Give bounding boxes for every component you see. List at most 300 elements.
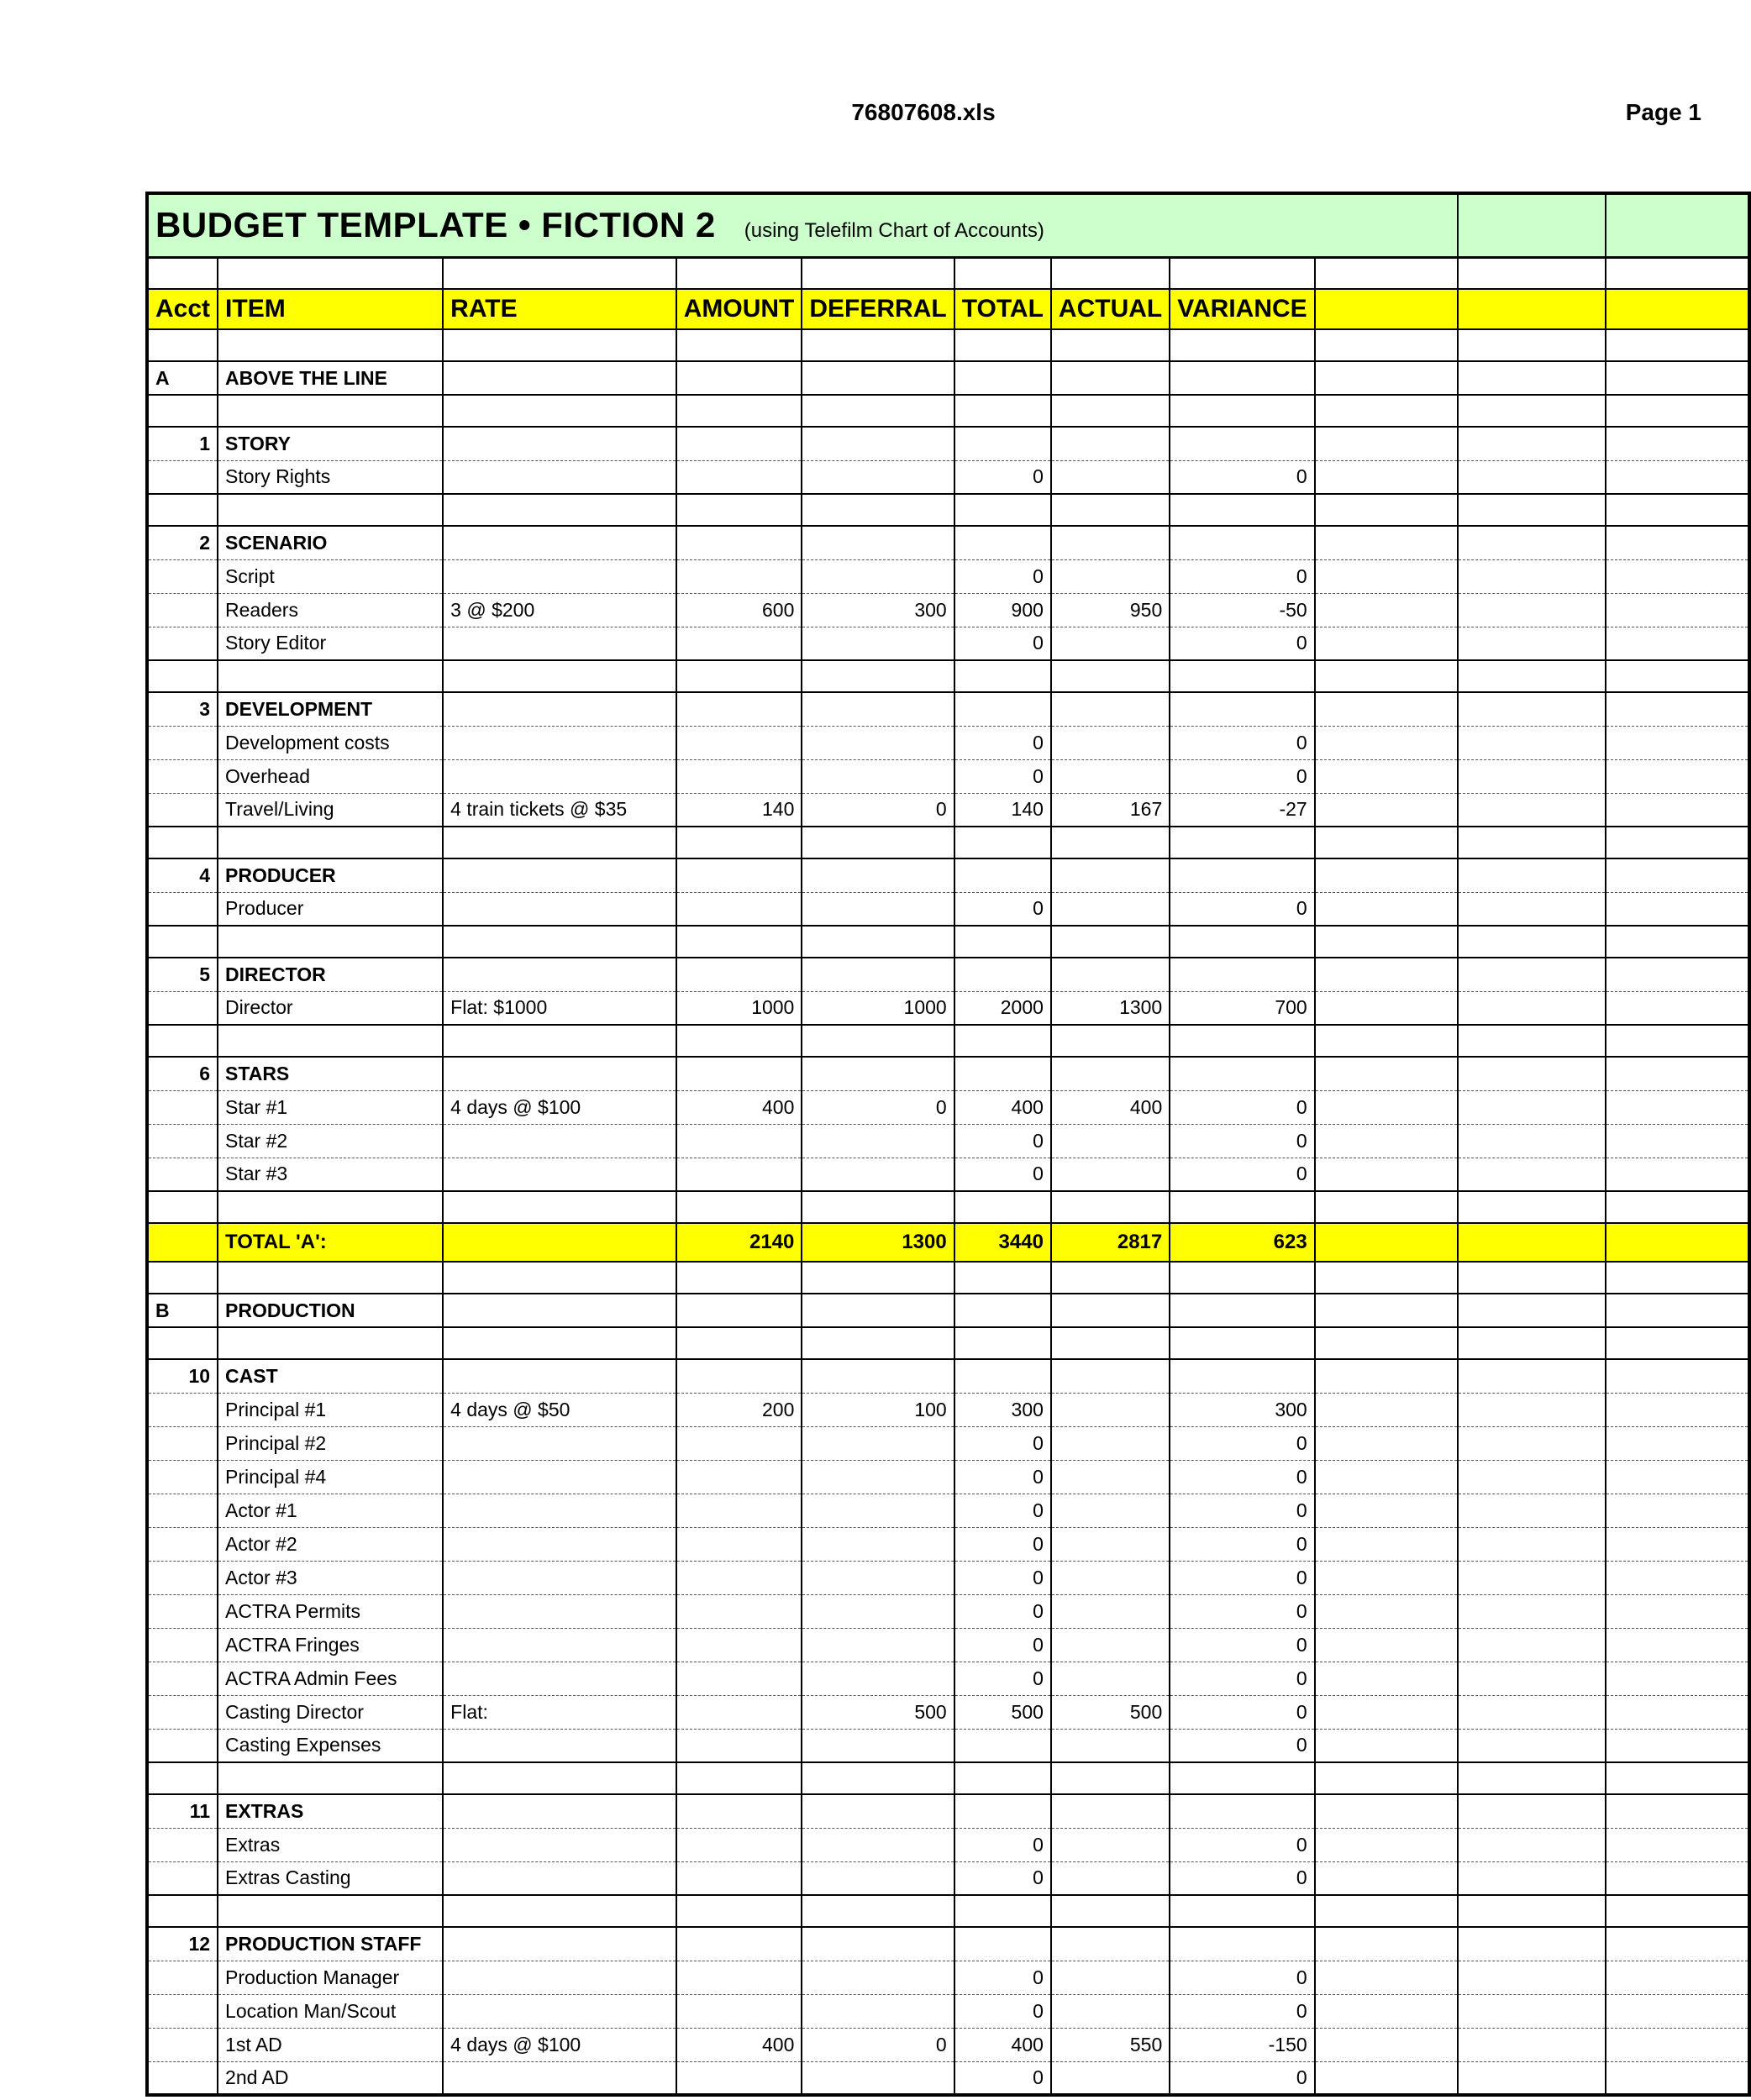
cell-amount: [676, 1359, 802, 1393]
empty-cell: [1051, 395, 1170, 427]
cell-amount: [676, 858, 802, 892]
spacer-row: [147, 660, 1749, 692]
empty-cell: [218, 257, 443, 289]
cell-deferral: [802, 1861, 954, 1895]
cell-item: ABOVE THE LINE: [218, 361, 443, 395]
cell-b1: [1315, 1662, 1459, 1695]
cell-total: 0: [954, 1494, 1051, 1527]
cell-actual: [1051, 427, 1170, 460]
cell-b1: [1315, 1628, 1459, 1662]
cell-deferral: 1000: [802, 991, 954, 1025]
column-header-blank: [1315, 289, 1459, 329]
cell-total: [954, 1294, 1051, 1327]
cell-amount: [676, 526, 802, 559]
empty-cell: [1606, 1895, 1749, 1927]
cell-variance: [1170, 1794, 1314, 1828]
cell-b2: [1458, 1527, 1606, 1561]
cell-acc: [147, 726, 218, 759]
empty-cell: [218, 395, 443, 427]
cell-b2: [1458, 1124, 1606, 1158]
cell-rate: [443, 1994, 676, 2028]
cell-item: STORY: [218, 427, 443, 460]
cell-acc: [147, 1494, 218, 1527]
cell-amount: 140: [676, 793, 802, 827]
cell-deferral: [802, 1057, 954, 1090]
cell-deferral: [802, 726, 954, 759]
cell-item: 1st AD: [218, 2028, 443, 2061]
cell-total: 0: [954, 1828, 1051, 1861]
cell-b3: [1606, 1861, 1749, 1895]
cell-amount: [676, 1294, 802, 1327]
cell-variance: 0: [1170, 759, 1314, 793]
cell-acc: [147, 2028, 218, 2061]
cell-acc: 5: [147, 958, 218, 991]
cell-variance: 700: [1170, 991, 1314, 1025]
empty-cell: [218, 1762, 443, 1794]
cell-deferral: [802, 692, 954, 726]
cell-total: 400: [954, 2028, 1051, 2061]
cell-total: [954, 526, 1051, 559]
cell-item: Star #1: [218, 1090, 443, 1124]
cell-actual: [1051, 958, 1170, 991]
empty-cell: [218, 1025, 443, 1057]
empty-cell: [802, 1025, 954, 1057]
empty-cell: [218, 660, 443, 692]
cell-item: ACTRA Admin Fees: [218, 1662, 443, 1695]
empty-cell: [147, 1191, 218, 1223]
cell-amount: 200: [676, 1393, 802, 1426]
table-row: [147, 1057, 1749, 1090]
cell-b2: [1458, 559, 1606, 593]
cell-b3: [1606, 1090, 1749, 1124]
table-row: [147, 1861, 1749, 1895]
cell-deferral: [802, 526, 954, 559]
cell-actual: 2817: [1051, 1223, 1170, 1262]
cell-rate: Flat:: [443, 1695, 676, 1729]
cell-amount: [676, 627, 802, 660]
empty-cell: [1458, 926, 1606, 958]
filename-label: 76807608.xls: [851, 99, 996, 125]
cell-actual: [1051, 1729, 1170, 1762]
cell-acc: [147, 793, 218, 827]
cell-deferral: [802, 1828, 954, 1861]
table-row: [147, 2061, 1749, 2095]
spacer-row: [147, 1762, 1749, 1794]
cell-variance: 0: [1170, 1961, 1314, 1994]
cell-total: 900: [954, 593, 1051, 627]
cell-b1: [1315, 2061, 1459, 2095]
empty-cell: [443, 1895, 676, 1927]
cell-variance: [1170, 1927, 1314, 1961]
cell-amount: 2140: [676, 1223, 802, 1262]
cell-b2: [1458, 1158, 1606, 1191]
empty-cell: [1458, 1262, 1606, 1294]
empty-cell: [1458, 329, 1606, 361]
cell-rate: [443, 627, 676, 660]
empty-cell: [443, 926, 676, 958]
cell-amount: [676, 2061, 802, 2095]
cell-b2: [1458, 1729, 1606, 1762]
empty-cell: [676, 329, 802, 361]
empty-cell: [1458, 1895, 1606, 1927]
cell-b3: [1606, 958, 1749, 991]
empty-cell: [1315, 1262, 1459, 1294]
empty-cell: [1051, 1327, 1170, 1359]
cell-rate: [443, 858, 676, 892]
table-row: [147, 858, 1749, 892]
cell-variance: 0: [1170, 1662, 1314, 1695]
table-row: [147, 892, 1749, 926]
cell-variance: [1170, 1294, 1314, 1327]
cell-amount: [676, 1561, 802, 1594]
empty-cell: [1170, 257, 1314, 289]
cell-deferral: [802, 958, 954, 991]
cell-amount: [676, 1460, 802, 1494]
cell-deferral: [802, 1794, 954, 1828]
cell-item: PRODUCTION STAFF: [218, 1927, 443, 1961]
spacer-row: [147, 329, 1749, 361]
cell-b3: [1606, 1460, 1749, 1494]
empty-cell: [802, 329, 954, 361]
cell-total: 0: [954, 460, 1051, 494]
cell-item: ACTRA Permits: [218, 1594, 443, 1628]
cell-rate: [443, 958, 676, 991]
cell-actual: 400: [1051, 1090, 1170, 1124]
empty-cell: [802, 926, 954, 958]
cell-b2: [1458, 593, 1606, 627]
cell-variance: -50: [1170, 593, 1314, 627]
column-header-total: TOTAL: [954, 289, 1051, 329]
cell-b3: [1606, 526, 1749, 559]
cell-total: 0: [954, 1561, 1051, 1594]
spacer-row: [147, 257, 1749, 289]
cell-b3: [1606, 627, 1749, 660]
cell-b1: [1315, 892, 1459, 926]
empty-cell: [147, 1327, 218, 1359]
cell-rate: [443, 1494, 676, 1527]
cell-variance: 0: [1170, 892, 1314, 926]
cell-b2: [1458, 2061, 1606, 2095]
spacer-row: [147, 1191, 1749, 1223]
cell-rate: [443, 1158, 676, 1191]
cell-rate: [443, 1594, 676, 1628]
cell-amount: [676, 1861, 802, 1895]
cell-variance: 0: [1170, 627, 1314, 660]
cell-item: Story Editor: [218, 627, 443, 660]
empty-cell: [1606, 660, 1749, 692]
cell-b2: [1458, 1994, 1606, 2028]
table-row: [147, 559, 1749, 593]
empty-cell: [1051, 1025, 1170, 1057]
cell-b3: [1606, 1223, 1749, 1262]
cell-rate: 4 days @ $100: [443, 2028, 676, 2061]
spacer-row: [147, 1895, 1749, 1927]
cell-b1: [1315, 1527, 1459, 1561]
cell-amount: [676, 1628, 802, 1662]
cell-variance: 0: [1170, 460, 1314, 494]
cell-b1: [1315, 1861, 1459, 1895]
cell-b3: [1606, 1828, 1749, 1861]
cell-amount: [676, 1961, 802, 1994]
budget-title: BUDGET TEMPLATE • FICTION 2: [155, 205, 716, 245]
cell-variance: [1170, 958, 1314, 991]
cell-b2: [1458, 1223, 1606, 1262]
cell-amount: [676, 726, 802, 759]
empty-cell: [954, 1191, 1051, 1223]
empty-cell: [676, 1327, 802, 1359]
cell-b1: [1315, 692, 1459, 726]
cell-rate: [443, 1561, 676, 1594]
empty-cell: [147, 827, 218, 858]
table-row: [147, 759, 1749, 793]
cell-b2: [1458, 1294, 1606, 1327]
title-blank-cell: [1606, 193, 1749, 257]
table-row: [147, 991, 1749, 1025]
empty-cell: [676, 257, 802, 289]
cell-variance: 0: [1170, 1861, 1314, 1895]
cell-actual: [1051, 759, 1170, 793]
empty-cell: [1315, 257, 1459, 289]
cell-deferral: 1300: [802, 1223, 954, 1262]
cell-b2: [1458, 1359, 1606, 1393]
empty-cell: [218, 494, 443, 526]
cell-item: Extras: [218, 1828, 443, 1861]
cell-b2: [1458, 1594, 1606, 1628]
cell-acc: [147, 1994, 218, 2028]
empty-cell: [1458, 1762, 1606, 1794]
cell-acc: [147, 593, 218, 627]
cell-item: Overhead: [218, 759, 443, 793]
cell-acc: [147, 1158, 218, 1191]
cell-deferral: [802, 1494, 954, 1527]
cell-acc: [147, 1662, 218, 1695]
cell-b3: [1606, 1561, 1749, 1594]
table-row: [147, 427, 1749, 460]
cell-b1: [1315, 1729, 1459, 1762]
cell-b1: [1315, 2028, 1459, 2061]
table-row: [147, 1494, 1749, 1527]
cell-b3: [1606, 1662, 1749, 1695]
cell-actual: [1051, 1994, 1170, 2028]
cell-rate: [443, 1359, 676, 1393]
cell-actual: [1051, 1527, 1170, 1561]
cell-item: Actor #1: [218, 1494, 443, 1527]
table-row: [147, 1223, 1749, 1262]
cell-item: Readers: [218, 593, 443, 627]
cell-b3: [1606, 1124, 1749, 1158]
column-header-acct: Acct: [147, 289, 218, 329]
cell-actual: [1051, 1124, 1170, 1158]
table-row: [147, 1994, 1749, 2028]
cell-item: ACTRA Fringes: [218, 1628, 443, 1662]
cell-b1: [1315, 858, 1459, 892]
cell-b2: [1458, 1393, 1606, 1426]
table-row: [147, 1090, 1749, 1124]
cell-total: 3440: [954, 1223, 1051, 1262]
empty-cell: [1606, 827, 1749, 858]
cell-acc: [147, 759, 218, 793]
cell-b3: [1606, 593, 1749, 627]
cell-actual: [1051, 460, 1170, 494]
cell-total: [954, 361, 1051, 395]
cell-deferral: [802, 1729, 954, 1762]
cell-total: 2000: [954, 991, 1051, 1025]
cell-acc: [147, 1628, 218, 1662]
cell-acc: [147, 1393, 218, 1426]
cell-deferral: [802, 1561, 954, 1594]
cell-b2: [1458, 958, 1606, 991]
empty-cell: [1606, 395, 1749, 427]
empty-cell: [1051, 1895, 1170, 1927]
empty-cell: [147, 1762, 218, 1794]
empty-cell: [954, 660, 1051, 692]
cell-item: Script: [218, 559, 443, 593]
empty-cell: [1315, 660, 1459, 692]
empty-cell: [218, 926, 443, 958]
empty-cell: [1051, 494, 1170, 526]
table-row: [147, 1927, 1749, 1961]
cell-amount: 1000: [676, 991, 802, 1025]
cell-rate: 4 days @ $100: [443, 1090, 676, 1124]
empty-cell: [218, 827, 443, 858]
cell-acc: [147, 1695, 218, 1729]
empty-cell: [954, 329, 1051, 361]
cell-item: Story Rights: [218, 460, 443, 494]
empty-cell: [954, 494, 1051, 526]
cell-variance: [1170, 1359, 1314, 1393]
cell-actual: [1051, 858, 1170, 892]
cell-actual: [1051, 1460, 1170, 1494]
cell-variance: 0: [1170, 1729, 1314, 1762]
empty-cell: [1315, 395, 1459, 427]
cell-amount: [676, 1662, 802, 1695]
cell-b3: [1606, 759, 1749, 793]
empty-cell: [1051, 257, 1170, 289]
cell-b1: [1315, 958, 1459, 991]
cell-deferral: [802, 1359, 954, 1393]
cell-acc: 12: [147, 1927, 218, 1961]
cell-deferral: [802, 427, 954, 460]
cell-total: 0: [954, 1662, 1051, 1695]
empty-cell: [147, 1895, 218, 1927]
cell-actual: [1051, 726, 1170, 759]
cell-item: Development costs: [218, 726, 443, 759]
cell-total: 0: [954, 1994, 1051, 2028]
table-row: [147, 1828, 1749, 1861]
cell-b2: [1458, 1861, 1606, 1895]
cell-b3: [1606, 1393, 1749, 1426]
cell-b2: [1458, 1460, 1606, 1494]
cell-b1: [1315, 759, 1459, 793]
cell-item: Actor #3: [218, 1561, 443, 1594]
cell-actual: [1051, 559, 1170, 593]
empty-cell: [1606, 1262, 1749, 1294]
cell-item: CAST: [218, 1359, 443, 1393]
empty-cell: [443, 494, 676, 526]
cell-total: 0: [954, 1628, 1051, 1662]
cell-b1: [1315, 793, 1459, 827]
cell-b2: [1458, 1426, 1606, 1460]
cell-deferral: [802, 1994, 954, 2028]
cell-amount: [676, 1794, 802, 1828]
cell-deferral: [802, 1294, 954, 1327]
empty-cell: [218, 1262, 443, 1294]
budget-table: [145, 192, 1751, 2097]
cell-variance: 0: [1170, 1494, 1314, 1527]
cell-b2: [1458, 1828, 1606, 1861]
cell-b3: [1606, 1794, 1749, 1828]
cell-acc: 3: [147, 692, 218, 726]
empty-cell: [1606, 329, 1749, 361]
cell-b3: [1606, 1158, 1749, 1191]
empty-cell: [676, 1191, 802, 1223]
cell-total: 0: [954, 1527, 1051, 1561]
cell-actual: [1051, 1561, 1170, 1594]
empty-cell: [1606, 1327, 1749, 1359]
cell-b2: [1458, 1494, 1606, 1527]
cell-item: DEVELOPMENT: [218, 692, 443, 726]
cell-amount: [676, 559, 802, 593]
empty-cell: [443, 395, 676, 427]
cell-variance: 0: [1170, 726, 1314, 759]
cell-b1: [1315, 1561, 1459, 1594]
cell-amount: [676, 1695, 802, 1729]
cell-b1: [1315, 991, 1459, 1025]
cell-total: 140: [954, 793, 1051, 827]
cell-item: SCENARIO: [218, 526, 443, 559]
cell-rate: 4 train tickets @ $35: [443, 793, 676, 827]
cell-acc: [147, 1828, 218, 1861]
cell-variance: 0: [1170, 1460, 1314, 1494]
table-row: [147, 1561, 1749, 1594]
cell-total: 0: [954, 1426, 1051, 1460]
cell-item: 2nd AD: [218, 2061, 443, 2095]
cell-amount: [676, 1426, 802, 1460]
cell-b3: [1606, 991, 1749, 1025]
empty-cell: [1170, 395, 1314, 427]
cell-acc: B: [147, 1294, 218, 1327]
cell-deferral: [802, 858, 954, 892]
empty-cell: [218, 1327, 443, 1359]
cell-item: PRODUCER: [218, 858, 443, 892]
cell-variance: [1170, 427, 1314, 460]
cell-actual: [1051, 1828, 1170, 1861]
cell-b3: [1606, 1994, 1749, 2028]
cell-item: Casting Director: [218, 1695, 443, 1729]
cell-b2: [1458, 1090, 1606, 1124]
cell-amount: [676, 427, 802, 460]
cell-b1: [1315, 1124, 1459, 1158]
cell-acc: [147, 460, 218, 494]
empty-cell: [954, 1762, 1051, 1794]
cell-deferral: [802, 627, 954, 660]
spacer-row: [147, 1327, 1749, 1359]
cell-variance: 0: [1170, 2061, 1314, 2095]
cell-total: 300: [954, 1393, 1051, 1426]
cell-deferral: [802, 1662, 954, 1695]
empty-cell: [1170, 329, 1314, 361]
empty-cell: [954, 1895, 1051, 1927]
cell-amount: [676, 460, 802, 494]
cell-b3: [1606, 858, 1749, 892]
empty-cell: [1170, 1191, 1314, 1223]
cell-b1: [1315, 427, 1459, 460]
cell-b3: [1606, 1927, 1749, 1961]
cell-amount: [676, 361, 802, 395]
table-row: [147, 593, 1749, 627]
cell-item: Principal #1: [218, 1393, 443, 1426]
cell-actual: [1051, 1057, 1170, 1090]
